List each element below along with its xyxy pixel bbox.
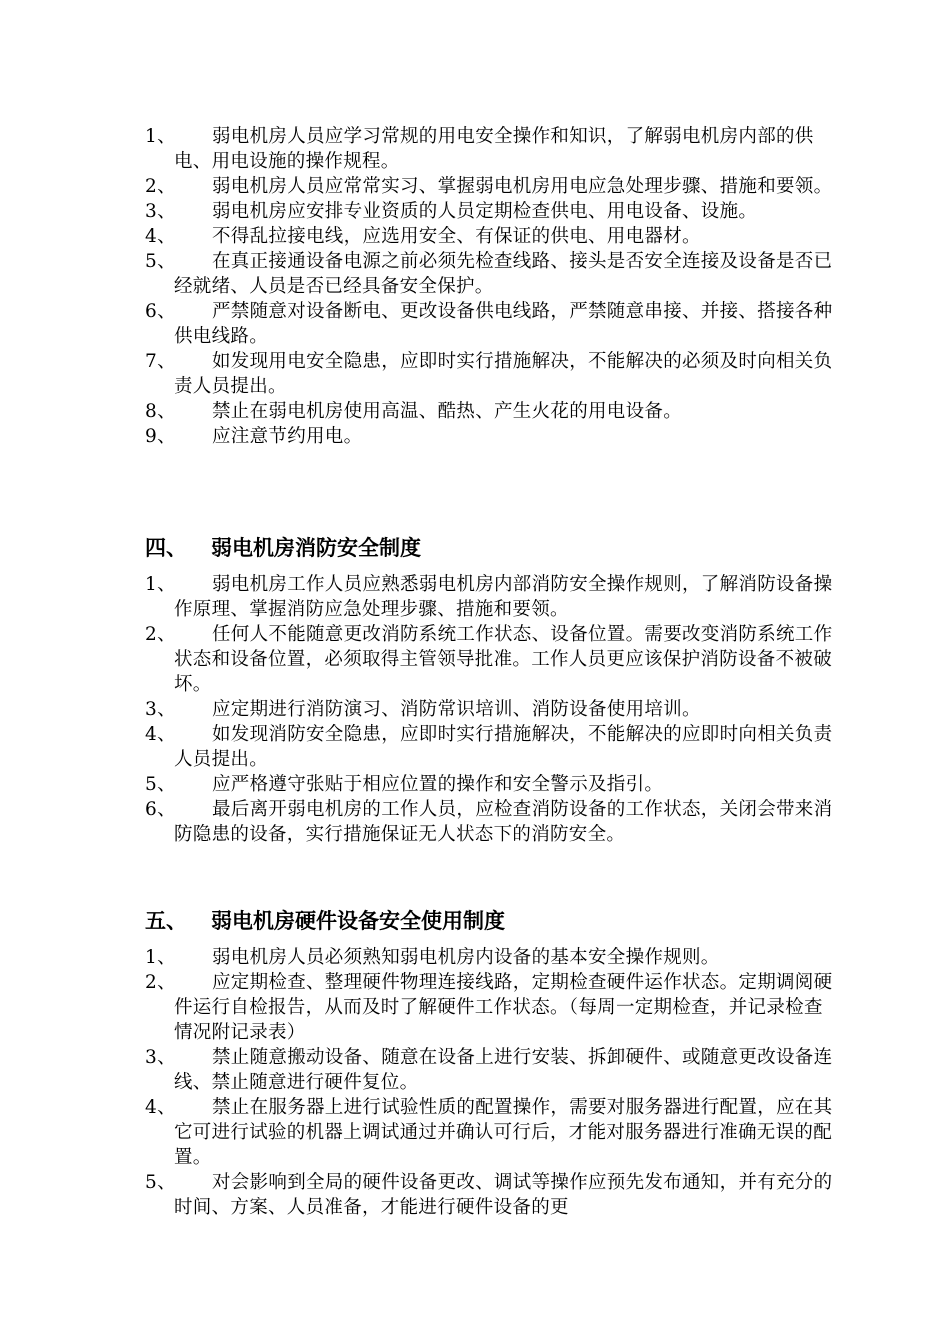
item-number: 7、 [145, 351, 176, 372]
list-item [145, 349, 835, 399]
list-item [145, 772, 835, 797]
item-text: 应定期进行消防演习、消防常识培训、消防设备使用培训。 [212, 699, 701, 720]
item-number: 5、 [145, 251, 176, 272]
section-heading-fire-safety [145, 533, 835, 563]
item-text: 如发现消防安全隐患，应即时实行措施解决，不能解决的应即时向相关负责人员提出。 [174, 724, 833, 770]
list-item [145, 697, 835, 722]
item-text: 弱电机房应安排专业资质的人员定期检查供电、用电设备、设施。 [212, 201, 758, 222]
item-number: 8、 [145, 401, 176, 422]
item-text: 严禁随意对设备断电、更改设备供电线路，严禁随意串接、并接、搭接各种供电线路。 [174, 301, 833, 347]
list-item [145, 299, 835, 349]
item-number: 6、 [145, 301, 176, 322]
section-heading-hardware-safety [145, 906, 835, 936]
heading-title: 弱电机房消防安全制度 [211, 535, 421, 560]
item-text: 禁止在服务器上进行试验性质的配置操作，需要对服务器进行配置，应在其它可进行试验的机器上调试通过并确认可行后，才能对服务器进行准确无误的配置。 [174, 1097, 833, 1168]
item-number: 5、 [145, 774, 176, 795]
item-number: 1、 [145, 574, 176, 595]
item-number: 5、 [145, 1172, 176, 1193]
list-item [145, 970, 835, 1045]
item-number: 3、 [145, 1047, 176, 1068]
item-number: 1、 [145, 947, 176, 968]
fire-safety-list [145, 572, 835, 847]
list-item [145, 622, 835, 697]
item-number: 4、 [145, 226, 176, 247]
item-number: 3、 [145, 699, 176, 720]
item-number: 3、 [145, 201, 176, 222]
item-text: 弱电机房人员应常常实习、掌握弱电机房用电应急处理步骤、措施和要领。 [212, 176, 833, 197]
item-text: 弱电机房工作人员应熟悉弱电机房内部消防安全操作规则，了解消防设备操作原理、掌握消防应急处理步骤、措施和要领。 [174, 574, 833, 620]
item-text: 应定期检查、整理硬件物理连接线路，定期检查硬件运作状态。定期调阅硬件运行自检报告，从而及时了解硬件工作状态。（每周一定期检查，并记录检查情况附记录表） [174, 972, 833, 1043]
item-text: 禁止随意搬动设备、随意在设备上进行安装、拆卸硬件、或随意更改设备连线、禁止随意进行硬件复位。 [174, 1047, 833, 1093]
item-number: 4、 [145, 1097, 176, 1118]
list-item [145, 1045, 835, 1095]
list-item [145, 124, 835, 174]
item-text: 在真正接通设备电源之前必须先检查线路、接头是否安全连接及设备是否已经就绪、人员是否已经具备安全保护。 [174, 251, 833, 297]
list-item [145, 797, 835, 847]
list-item [145, 572, 835, 622]
list-item [145, 424, 835, 449]
item-number: 1、 [145, 126, 176, 147]
list-item [145, 199, 835, 224]
hardware-safety-list [145, 945, 835, 1220]
list-item [145, 224, 835, 249]
list-item [145, 722, 835, 772]
item-text: 最后离开弱电机房的工作人员，应检查消防设备的工作状态，关闭会带来消防隐患的设备，实行措施保证无人状态下的消防安全。 [174, 799, 833, 845]
heading-number: 五、 [145, 908, 187, 933]
item-text: 弱电机房人员应学习常规的用电安全操作和知识，了解弱电机房内部的供电、用电设施的操作规程。 [174, 126, 814, 172]
item-text: 弱电机房人员必须熟知弱电机房内设备的基本安全操作规则。 [212, 947, 720, 968]
item-text: 应注意节约用电。 [212, 426, 363, 447]
item-number: 2、 [145, 176, 176, 197]
heading-title: 弱电机房硬件设备安全使用制度 [211, 908, 505, 933]
item-number: 2、 [145, 972, 176, 993]
list-item [145, 945, 835, 970]
list-item [145, 1170, 835, 1220]
heading-number: 四、 [145, 535, 187, 560]
item-text: 任何人不能随意更改消防系统工作状态、设备位置。需要改变消防系统工作状态和设备位置，必须取得主管领导批准。工作人员更应该保护消防设备不被破坏。 [174, 624, 833, 695]
item-text: 如发现用电安全隐患，应即时实行措施解决，不能解决的必须及时向相关负责人员提出。 [174, 351, 833, 397]
list-item [145, 249, 835, 299]
item-text: 应严格遵守张贴于相应位置的操作和安全警示及指引。 [212, 774, 664, 795]
item-number: 9、 [145, 426, 176, 447]
item-text: 不得乱拉接电线，应选用安全、有保证的供电、用电器材。 [212, 226, 701, 247]
item-number: 2、 [145, 624, 176, 645]
list-item [145, 174, 835, 199]
item-text: 对会影响到全局的硬件设备更改、调试等操作应预先发布通知，并有充分的时间、方案、人员准备，才能进行硬件设备的更 [174, 1172, 833, 1218]
electric-safety-list [145, 124, 835, 449]
list-item [145, 1095, 835, 1170]
item-number: 4、 [145, 724, 176, 745]
item-text: 禁止在弱电机房使用高温、酷热、产生火花的用电设备。 [212, 401, 683, 422]
list-item [145, 399, 835, 424]
item-number: 6、 [145, 799, 176, 820]
